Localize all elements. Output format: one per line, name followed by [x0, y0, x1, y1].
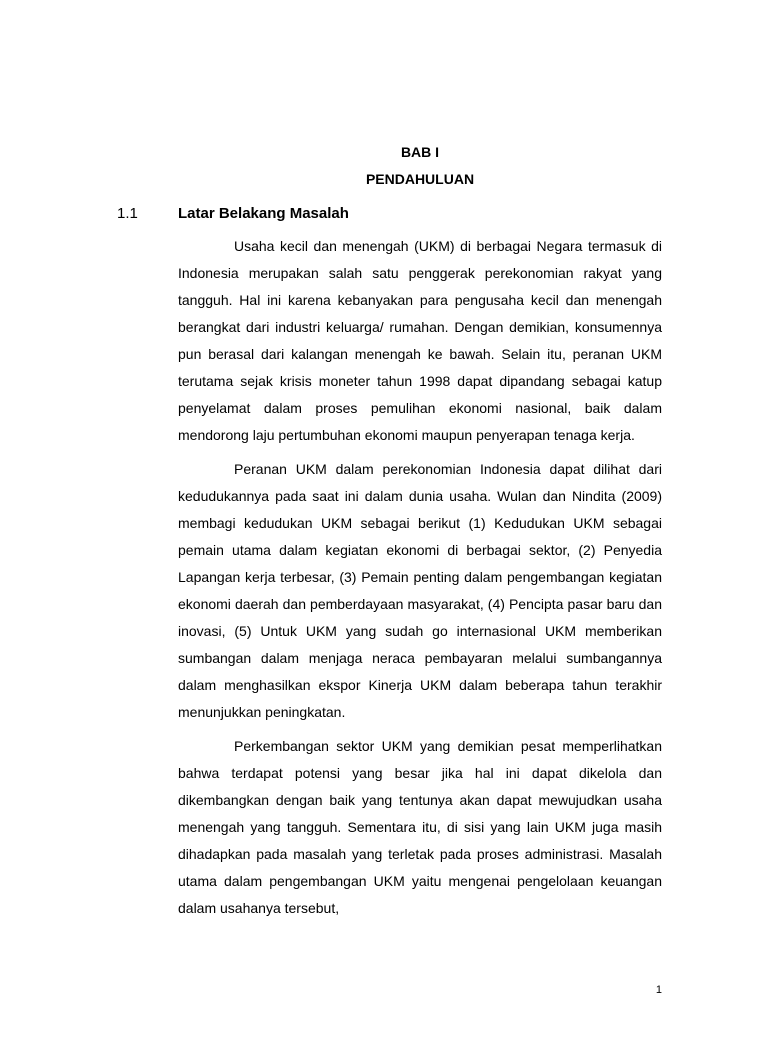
section-title: Latar Belakang Masalah [178, 205, 349, 222]
chapter-number: BAB I [400, 144, 440, 160]
page-number: 1 [655, 984, 662, 996]
section-number: 1.1 [117, 205, 138, 222]
paragraph-2: Peranan UKM dalam perekonomian Indonesia dapat dilihat dari kedudukannya pada saat ini dalam dunia usaha. Wulan dan Nindita (2009) membagi kedudukan UKM sebagai berikut (1) Kedudukan UKM sebagai pemain utama dalam kegiatan ekonomi di berbagai sektor, (2) Penyedia Lapangan kerja terbesar, (3) Pemain penting dalam pengembangan kegiatan ekonomi daerah dan pemberdayaan masyarakat, (4) Pencipta pasar baru dan inovasi, (5) Untuk UKM yang sudah go internasional UKM memberikan sumbangan dalam menjaga neraca pembayaran melalui sumbangannya dalam menghasilkan ekspor Kinerja UKM dalam beberapa tahun terakhir menunjukkan peningkatan. [178, 461, 662, 720]
paragraph-1: Usaha kecil dan menengah (UKM) di berbagai Negara termasuk di Indonesia merupakan salah satu penggerak perekonomian rakyat yang tangguh. Hal ini karena kebanyakan para pengusaha kecil dan menengah berangkat dari industri keluarga/ rumahan. Dengan demikian, konsumennya pun berasal dari kalangan menengah ke bawah. Selain itu, peranan UKM terutama sejak krisis moneter tahun 1998 dapat dipandang sebagai katup penyelamat dalam proses pemulihan ekonomi nasional, baik dalam mendorong laju pertumbuhan ekonomi maupun penyerapan tenaga kerja. [178, 238, 662, 443]
chapter-title: PENDAHULUAN [365, 171, 475, 187]
section-heading [117, 204, 349, 224]
body-text [178, 233, 662, 929]
paragraph-3: Perkembangan sektor UKM yang demikian pesat memperlihatkan bahwa terdapat potensi yang besar jika hal ini dapat dikelola dan dikembangkan dengan baik yang tentunya akan dapat mewujudkan usaha menengah yang tangguh. Sementara itu, di sisi yang lain UKM juga masih dihadapkan pada masalah yang terletak pada proses administrasi. Masalah utama dalam pengembangan UKM yaitu mengenai pengelolaan keuangan dalam usahanya tersebut, [178, 738, 662, 916]
